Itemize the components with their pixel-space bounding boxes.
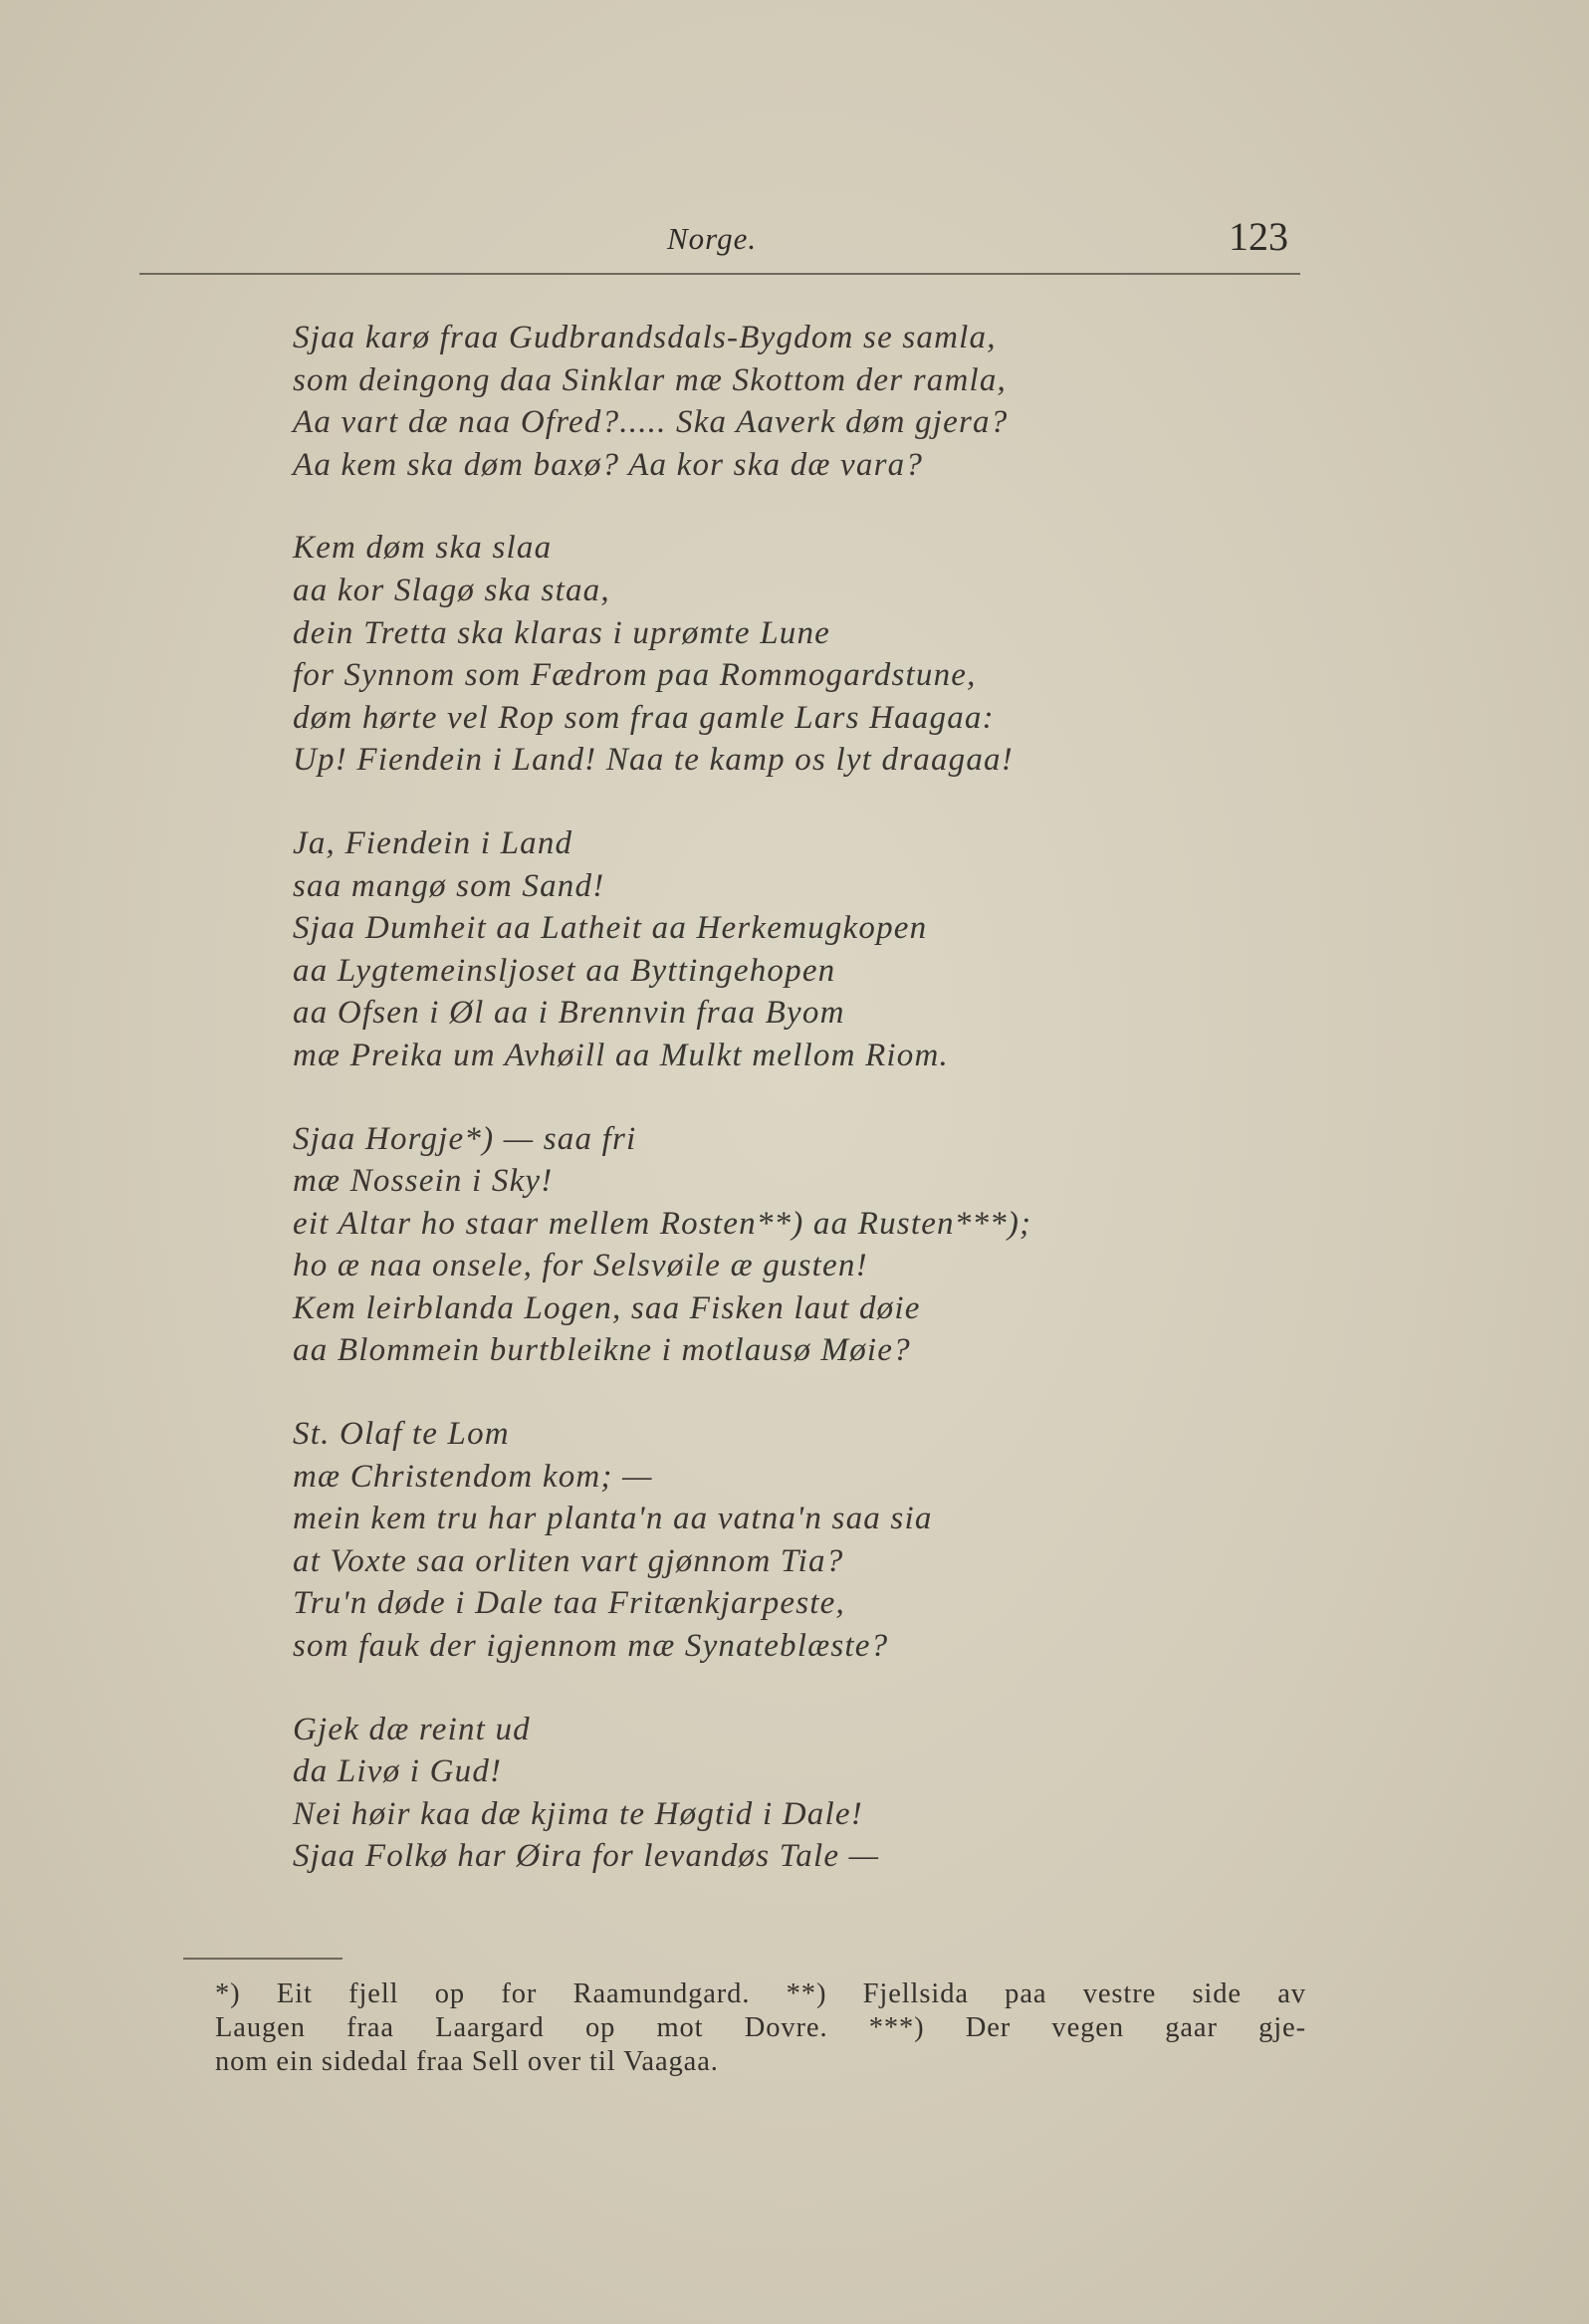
poem-line: Sjaa karø fraa Gudbrandsdals-Bygdom se samla, (293, 320, 997, 355)
poem-line: mæ Preika um Avhøill aa Mulkt mellom Riom. (293, 1037, 949, 1073)
stanza (293, 822, 1298, 1077)
stanza (293, 317, 1298, 486)
poem-line: Aa vart dæ naa Ofred?..... Ska Aaverk døm gjera? (293, 404, 1009, 441)
footnote-line (215, 1977, 1306, 2011)
poem-line: Kem leirblanda Logen, saa Fisken laut døie (293, 1289, 921, 1326)
poem-line: Sjaa Folkø har Øira for levandøs Tale — (293, 1838, 880, 1875)
footnote-word: fraa (346, 2012, 394, 2043)
running-header-title: Norge. (667, 221, 758, 256)
footnote-word: mot (656, 2012, 704, 2043)
poem-line: Ja, Fiendein i Land (293, 824, 573, 861)
poem-line: St. Olaf te Lom (293, 1416, 510, 1453)
page-number: 123 (1229, 214, 1288, 259)
poem-line: Sjaa Horgje*) — saa fri (293, 1120, 637, 1157)
footnote-word: Laugen (215, 2012, 306, 2043)
poem-line: da Livø i Gud! (293, 1753, 503, 1790)
poem-line: ho æ naa onsele, for Selsvøile æ gusten! (293, 1248, 868, 1284)
poem-line: aa Ofsen i Øl aa i Brennvin fraa Byom (293, 995, 845, 1032)
footnotes (215, 1977, 1306, 2079)
footnote-word: side (1192, 1978, 1242, 2009)
stanza (293, 527, 1298, 782)
poem-line: mæ Nossein i Sky! (293, 1163, 554, 1200)
footnote-word: Dovre. (744, 2012, 828, 2043)
poem-line: aa Lygtemeinsljoset aa Byttingehopen (293, 952, 836, 989)
footnote-word: Fjellsida (862, 1978, 969, 2009)
footnote-line (215, 2011, 1306, 2045)
poem-line: Tru'n døde i Dale taa Fritænkjarpeste, (293, 1585, 845, 1622)
footnote-word: gaar (1165, 2012, 1218, 2043)
poem-line: aa kor Slagø ska staa, (293, 572, 610, 608)
poem-line: mæ Christendom kom; — (293, 1458, 653, 1495)
poem-line: som deingong daa Sinklar mæ Skottom der ramla, (293, 361, 1008, 398)
poem-line: eit Altar ho staar mellem Rosten**) aa Rusten***); (293, 1205, 1032, 1242)
footnote-word: *) (215, 1978, 241, 2009)
poem-line: for Synnom som Fædrom paa Rommogardstune, (293, 657, 977, 694)
header-rule (139, 273, 1300, 275)
poem-line: aa Blommein burtbleikne i motlausø Møie? (293, 1332, 911, 1369)
poem-line: døm hørte vel Rop som fraa gamle Lars Haagaa: (293, 699, 995, 736)
poem-line: dein Tretta ska klaras i uprømte Lune (293, 614, 830, 651)
footnote-word: ***) (868, 2012, 925, 2043)
stanza (293, 1118, 1298, 1373)
poem-line: som fauk der igjennom mæ Synateblæste? (293, 1628, 889, 1665)
footnote-word: for (501, 1978, 538, 2009)
footnote-word: Der (965, 2012, 1012, 2043)
poem-line: Nei høir kaa dæ kjima te Høgtid i Dale! (293, 1795, 863, 1832)
poem-line: at Voxte saa orliten vart gjønnom Tia? (293, 1542, 844, 1579)
poem-line: Up! Fiendein i Land! Naa te kamp os lyt draagaa! (293, 742, 1014, 779)
footnote-word: fjell (348, 1978, 399, 2009)
footnote-line: nom ein sidedal fraa Sell over til Vaagaa. (215, 2046, 719, 2077)
footnote-word: paa (1005, 1978, 1047, 2009)
poem-line: mein kem tru har planta'n aa vatna'n saa sia (293, 1501, 933, 1537)
poem-body (293, 317, 1298, 1919)
poem-line: Aa kem ska døm baxø? Aa kor ska dæ vara? (293, 446, 924, 483)
footnote-word: op (434, 1978, 466, 2009)
footnote-word: Laargard (435, 2012, 545, 2043)
poem-line: Kem døm ska slaa (293, 530, 553, 567)
footnote-word: gje- (1258, 2012, 1306, 2043)
poem-line: Sjaa Dumheit aa Latheit aa Herkemugkopen (293, 910, 928, 947)
poem-line: Gjek dæ reint ud (293, 1711, 531, 1747)
stanza (293, 1413, 1298, 1668)
stanza (293, 1709, 1298, 1878)
footnote-rule (183, 1958, 342, 1960)
footnote-word: av (1277, 1978, 1306, 2009)
footnote-word: Eit (276, 1978, 313, 2009)
footnote-word: vestre (1082, 1978, 1157, 2009)
footnote-word: **) (786, 1978, 827, 2009)
footnote-word: Raamundgard. (572, 1978, 751, 2009)
footnote-word: op (584, 2012, 616, 2043)
footnote-word: vegen (1051, 2012, 1124, 2043)
poem-line: saa mangø som Sand! (293, 867, 605, 904)
